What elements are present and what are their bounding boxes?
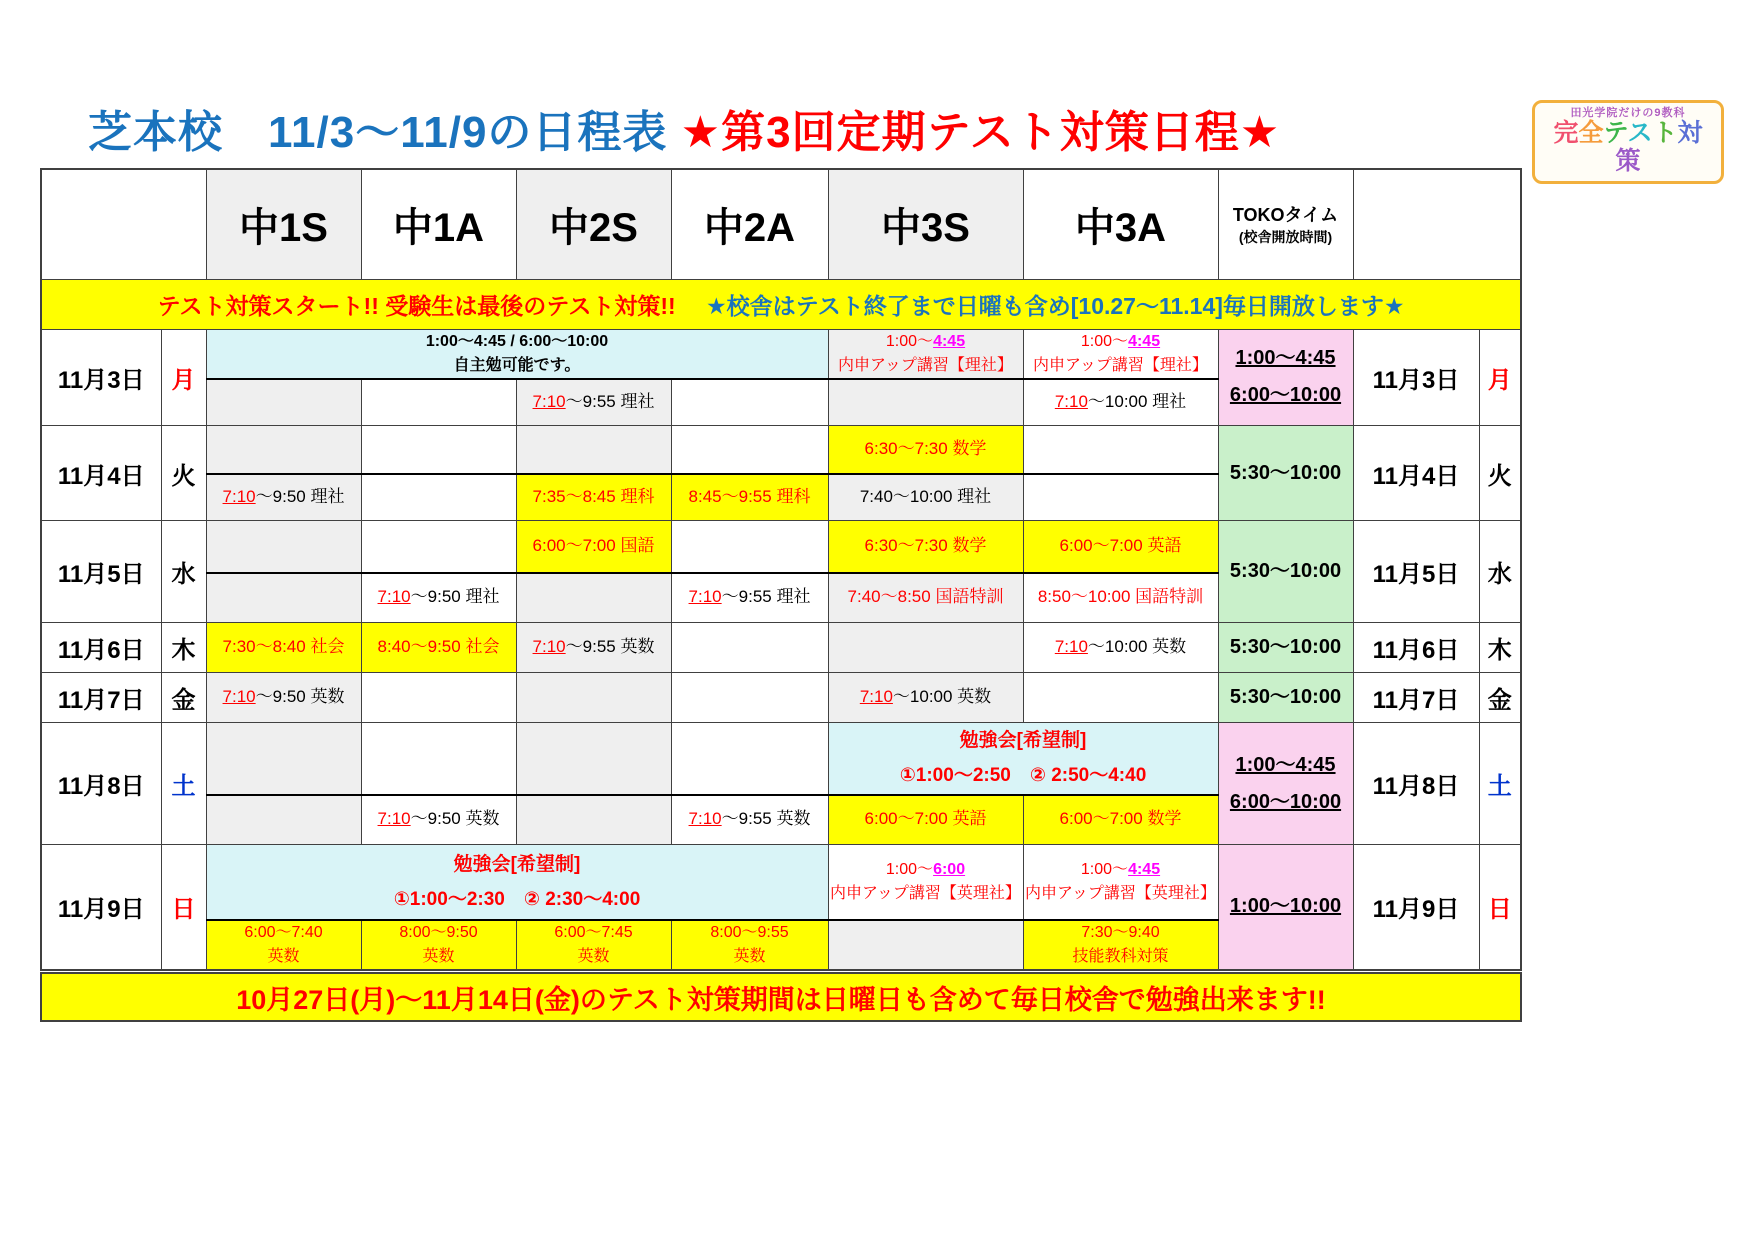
class-cell: 7:10〜10:00 英数 — [1023, 623, 1218, 673]
schedule-row — [41, 426, 1521, 474]
class-cell — [671, 379, 828, 426]
toko-cell: 1:00〜10:00 — [1218, 845, 1353, 970]
class-cell — [206, 521, 361, 573]
bottom-banner: 10月27日(月)〜11月14日(金)のテスト対策期間は日曜日も含めて毎日校舎で勉強出来ます!! — [40, 972, 1522, 1022]
class-cell — [516, 673, 671, 723]
date-cell-right: 11月4日 — [1353, 426, 1479, 521]
brand-logo-char: ト — [1652, 119, 1678, 148]
class-cell: 7:10〜9:50 理社 — [206, 474, 361, 521]
header-corner-right — [1353, 169, 1521, 279]
class-cell: 7:10〜10:00 理社 — [1023, 379, 1218, 426]
class-cell — [1023, 474, 1218, 521]
class-cell: 6:30〜7:30 数学 — [828, 426, 1023, 474]
class-cell: 7:10〜9:55 理社 — [671, 573, 828, 623]
date-cell-left: 11月7日 — [41, 673, 161, 723]
page-title — [88, 96, 1280, 160]
class-cell — [1023, 673, 1218, 723]
date-cell-left: 11月9日 — [41, 845, 161, 970]
class-cell: 7:10〜9:50 理社 — [361, 573, 516, 623]
toko-cell: 5:30〜10:00 — [1218, 673, 1353, 723]
header-class-2s: 中2S — [516, 169, 671, 279]
header-toko-line1: TOKOタイム — [1232, 205, 1339, 226]
class-cell: 7:40〜10:00 理社 — [828, 474, 1023, 521]
class-cell — [361, 521, 516, 573]
header-corner-left — [41, 169, 206, 279]
class-cell — [671, 521, 828, 573]
class-cell: 7:30〜9:40 技能教科対策 — [1023, 920, 1218, 970]
toko-cell: 5:30〜10:00 — [1218, 426, 1353, 521]
class-cell: 7:10〜9:50 英数 — [206, 673, 361, 723]
top-banner-blue-text: ★校舎はテスト終了まで日曜も含め[10.27〜11.14]毎日開放します★ — [706, 292, 1405, 319]
day-cell-right: 木 — [1479, 623, 1521, 673]
brand-logo — [1532, 100, 1724, 184]
date-cell-left: 11月5日 — [41, 521, 161, 623]
brand-logo-char: 全 — [1578, 119, 1604, 148]
date-cell-left: 11月3日 — [41, 329, 161, 426]
date-cell-right: 11月8日 — [1353, 723, 1479, 845]
brand-logo-title — [1541, 120, 1715, 175]
class-cell: 1:00〜6:00 内申アップ講習【英理社】 — [828, 845, 1023, 920]
brand-logo-tagline: 田光学院だけの9教科 — [1570, 107, 1686, 119]
class-cell — [206, 573, 361, 623]
class-cell — [206, 723, 361, 795]
class-cell — [361, 474, 516, 521]
class-cell: 1:00〜4:45 内申アップ講習【理社】 — [1023, 329, 1218, 379]
brand-logo-char: テ — [1603, 119, 1628, 148]
class-cell: 7:10〜9:50 英数 — [361, 795, 516, 845]
class-cell: 7:30〜8:40 社会 — [206, 623, 361, 673]
brand-logo-char: 対 — [1677, 119, 1703, 148]
day-cell-right: 土 — [1479, 723, 1521, 845]
class-cell: 7:10〜9:55 英数 — [516, 623, 671, 673]
day-cell-left: 土 — [161, 723, 206, 845]
top-banner-red-text: テスト対策スタート!! 受験生は最後のテスト対策!! — [157, 292, 676, 319]
class-cell — [206, 795, 361, 845]
page-title-highlight: ★第3回定期テスト対策日程★ — [680, 108, 1281, 157]
date-cell-right: 11月3日 — [1353, 329, 1479, 426]
header-class-3s: 中3S — [828, 169, 1023, 279]
schedule-row — [41, 623, 1521, 673]
class-cell — [671, 426, 828, 474]
toko-cell: 5:30〜10:00 — [1218, 521, 1353, 623]
schedule-row — [41, 673, 1521, 723]
class-cell: 6:00〜7:00 英語 — [1023, 521, 1218, 573]
header-class-1s: 中1S — [206, 169, 361, 279]
class-cell — [361, 426, 516, 474]
class-cell: 7:10〜9:55 英数 — [671, 795, 828, 845]
toko-cell: 1:00〜4:45 6:00〜10:00 — [1218, 723, 1353, 845]
class-cell: 6:00〜7:00 数学 — [1023, 795, 1218, 845]
class-cell: 6:00〜7:40 英数 — [206, 920, 361, 970]
class-cell — [516, 573, 671, 623]
toko-cell: 1:00〜4:45 6:00〜10:00 — [1218, 329, 1353, 426]
day-cell-right: 火 — [1479, 426, 1521, 521]
date-cell-right: 11月5日 — [1353, 521, 1479, 623]
class-cell: 6:00〜7:00 国語 — [516, 521, 671, 573]
header-class-1a: 中1A — [361, 169, 516, 279]
day-cell-right: 日 — [1479, 845, 1521, 970]
page-title-school: 芝本校 11/3〜11/9の日程表 — [88, 108, 681, 157]
brand-logo-char: 完 — [1553, 119, 1579, 148]
class-cell: 6:00〜7:00 英語 — [828, 795, 1023, 845]
top-banner — [41, 279, 1521, 329]
date-cell-left: 11月4日 — [41, 426, 161, 521]
schedule-row — [41, 845, 1521, 920]
schedule-row — [41, 521, 1521, 573]
class-cell — [671, 723, 828, 795]
day-cell-left: 水 — [161, 521, 206, 623]
class-cell — [361, 673, 516, 723]
class-cell: 6:00〜7:45 英数 — [516, 920, 671, 970]
class-cell — [828, 623, 1023, 673]
class-cell: 7:10〜9:55 理社 — [516, 379, 671, 426]
class-cell: 8:40〜9:50 社会 — [361, 623, 516, 673]
day-cell-left: 月 — [161, 329, 206, 426]
schedule-row — [41, 329, 1521, 379]
day-cell-left: 日 — [161, 845, 206, 970]
class-cell: 8:50〜10:00 国語特訓 — [1023, 573, 1218, 623]
brand-logo-char: 策 — [1615, 146, 1641, 175]
toko-cell: 5:30〜10:00 — [1218, 623, 1353, 673]
header-toko-line2: (校舎開放時間) — [1238, 229, 1333, 246]
schedule-table — [40, 168, 1522, 971]
header-row — [41, 169, 1521, 279]
schedule-row — [41, 723, 1521, 795]
day-cell-right: 月 — [1479, 329, 1521, 426]
class-cell — [1023, 426, 1218, 474]
date-cell-right: 11月7日 — [1353, 673, 1479, 723]
class-cell: 勉強会[希望制] ①1:00〜2:30 ② 2:30〜4:00 — [206, 845, 828, 920]
header-toko — [1218, 169, 1353, 279]
header-class-3a: 中3A — [1023, 169, 1218, 279]
date-cell-right: 11月9日 — [1353, 845, 1479, 970]
class-cell: 8:45〜9:55 理科 — [671, 474, 828, 521]
day-cell-left: 木 — [161, 623, 206, 673]
class-cell: 7:35〜8:45 理科 — [516, 474, 671, 521]
class-cell: 1:00〜4:45 / 6:00〜10:00 自主勉可能です。 — [206, 329, 828, 379]
date-cell-right: 11月6日 — [1353, 623, 1479, 673]
class-cell: 勉強会[希望制] ①1:00〜2:50 ② 2:50〜4:40 — [828, 723, 1218, 795]
class-cell: 8:00〜9:55 英数 — [671, 920, 828, 970]
class-cell: 8:00〜9:50 英数 — [361, 920, 516, 970]
class-cell: 7:40〜8:50 国語特訓 — [828, 573, 1023, 623]
class-cell: 6:30〜7:30 数学 — [828, 521, 1023, 573]
class-cell — [206, 426, 361, 474]
class-cell — [828, 920, 1023, 970]
class-cell — [671, 673, 828, 723]
class-cell — [361, 723, 516, 795]
class-cell: 1:00〜4:45 内申アップ講習【理社】 — [828, 329, 1023, 379]
class-cell: 1:00〜4:45 内申アップ講習【英理社】 — [1023, 845, 1218, 920]
class-cell — [516, 723, 671, 795]
date-cell-left: 11月8日 — [41, 723, 161, 845]
day-cell-right: 金 — [1479, 673, 1521, 723]
top-banner-row — [41, 279, 1521, 329]
class-cell — [671, 623, 828, 673]
day-cell-left: 火 — [161, 426, 206, 521]
brand-logo-char: ス — [1627, 119, 1653, 148]
class-cell — [828, 379, 1023, 426]
class-cell — [361, 379, 516, 426]
day-cell-left: 金 — [161, 673, 206, 723]
class-cell — [516, 426, 671, 474]
schedule-body — [41, 329, 1521, 970]
date-cell-left: 11月6日 — [41, 623, 161, 673]
day-cell-right: 水 — [1479, 521, 1521, 623]
class-cell: 7:10〜10:00 英数 — [828, 673, 1023, 723]
header-class-2a: 中2A — [671, 169, 828, 279]
class-cell — [516, 795, 671, 845]
class-cell — [206, 379, 361, 426]
